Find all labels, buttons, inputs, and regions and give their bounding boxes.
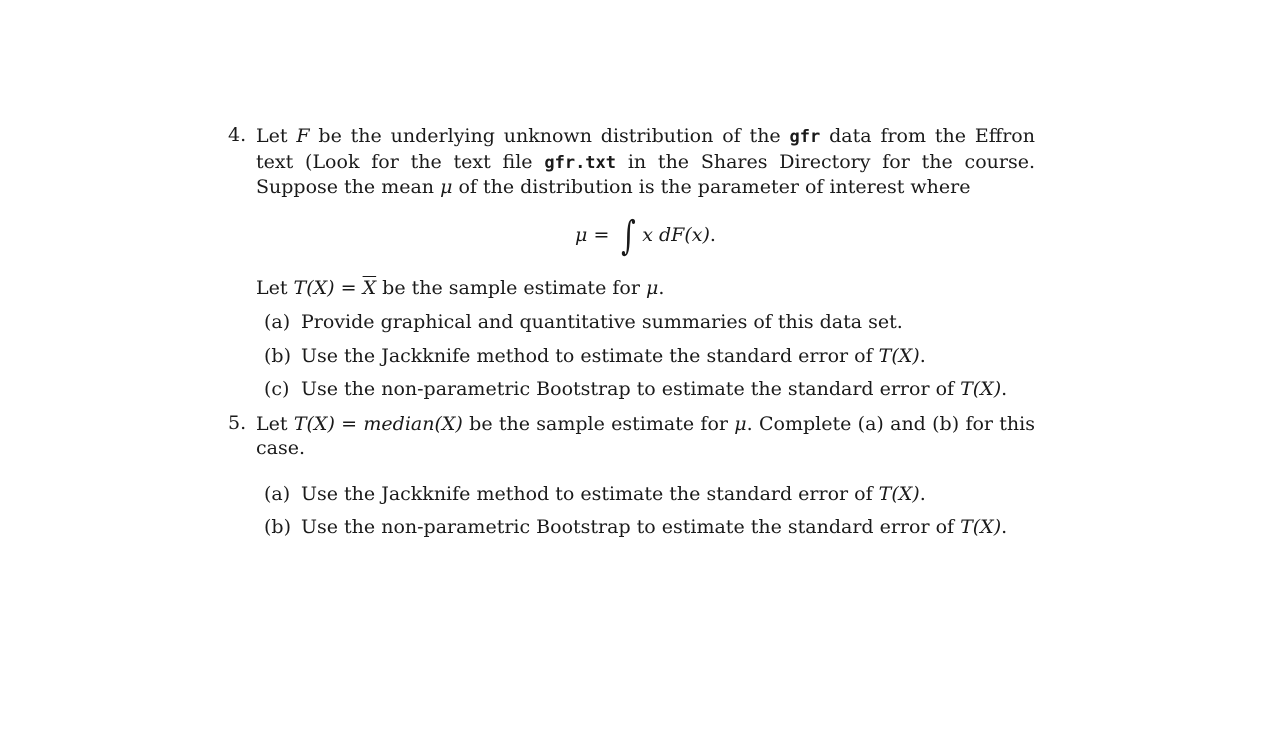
problem-5: [228, 412, 1035, 540]
text-fragment: Let: [256, 412, 294, 435]
item-label: (c): [264, 378, 290, 400]
code-gfr: gfr: [789, 127, 821, 147]
item-math: T(X): [878, 344, 920, 367]
eq-sign: =: [334, 276, 363, 299]
eq-sign: =: [334, 412, 364, 435]
list-item: [256, 344, 1035, 368]
item-text: Use the non-parametric Bootstrap to estimate the standard error of: [301, 378, 961, 400]
problem-number: 5.: [228, 411, 247, 434]
item-label: (b): [264, 516, 291, 538]
math-mu: μ: [645, 276, 659, 299]
math-T: T: [293, 276, 307, 299]
problem-5-subitems: [256, 482, 1035, 540]
list-item: [256, 310, 1035, 334]
text-fragment: in the Shares Directory for the course. Suppose the mean: [256, 150, 1035, 198]
item-text: Use the Jackknife method to estimate the standard error of: [301, 344, 879, 367]
math-X: (X): [306, 276, 335, 299]
eq-period: .: [709, 223, 716, 246]
item-end: .: [919, 482, 926, 505]
eq-x: x: [642, 223, 653, 246]
text-fragment: Let: [256, 125, 297, 147]
text-fragment: data from the Effron text (Look for the text file: [256, 125, 1035, 173]
math-T: T: [293, 412, 307, 435]
math-median-arg: (X): [434, 412, 463, 435]
document-page: [228, 124, 1035, 549]
item-text: Use the non-parametric Bootstrap to estimate the standard error of: [301, 516, 961, 538]
math-X: (X): [306, 412, 335, 435]
math-mu: μ: [734, 412, 747, 435]
problem-4-subitems: [256, 310, 1035, 401]
problem-4-estimate: [256, 276, 1035, 301]
problem-4: [228, 124, 1035, 401]
problem-number: 4.: [228, 124, 247, 146]
list-item: [256, 515, 1035, 539]
math-median: median: [363, 412, 435, 435]
text-fragment: .: [658, 276, 665, 299]
text-fragment: be the underlying unknown distribution of the: [309, 125, 790, 147]
text-fragment: Let: [256, 276, 294, 299]
eq-equals: =: [587, 223, 616, 246]
item-end: .: [1001, 516, 1008, 538]
item-text: Use the Jackknife method to estimate the standard error of: [301, 482, 879, 505]
item-math: T(X): [960, 378, 1002, 400]
item-label: (a): [264, 482, 291, 505]
text-fragment: of the distribution is the parameter of interest where: [452, 176, 971, 198]
text-fragment: be the sample estimate for: [462, 412, 735, 435]
math-mu: μ: [440, 176, 453, 198]
code-gfr-txt: gfr.txt: [544, 152, 617, 173]
eq-lhs: μ: [575, 223, 588, 246]
item-label: (a): [264, 311, 291, 333]
eq-arg: (x): [684, 223, 710, 246]
display-equation: [256, 200, 1035, 270]
integral-sign: ∫: [621, 212, 637, 259]
problem-5-intro: [256, 412, 1035, 461]
item-math: T(X): [960, 516, 1002, 538]
list-item: [256, 377, 1035, 401]
text-fragment: be the sample estimate for: [376, 276, 646, 299]
item-math: T(X): [878, 482, 920, 505]
problem-4-intro: [256, 124, 1035, 200]
eq-d: d: [652, 223, 672, 246]
math-variable-F: F: [296, 125, 310, 147]
item-text: Provide graphical and quantitative summaries of this data set.: [301, 311, 903, 333]
item-end: .: [919, 344, 926, 367]
eq-F: F: [671, 223, 685, 246]
list-item: [256, 482, 1035, 506]
item-label: (b): [264, 344, 291, 367]
math-Xbar: $\overline{X}$: [362, 276, 377, 299]
text-fragment: . Complete (a) and (b) for this case.: [256, 412, 1036, 459]
item-end: .: [1001, 378, 1008, 400]
